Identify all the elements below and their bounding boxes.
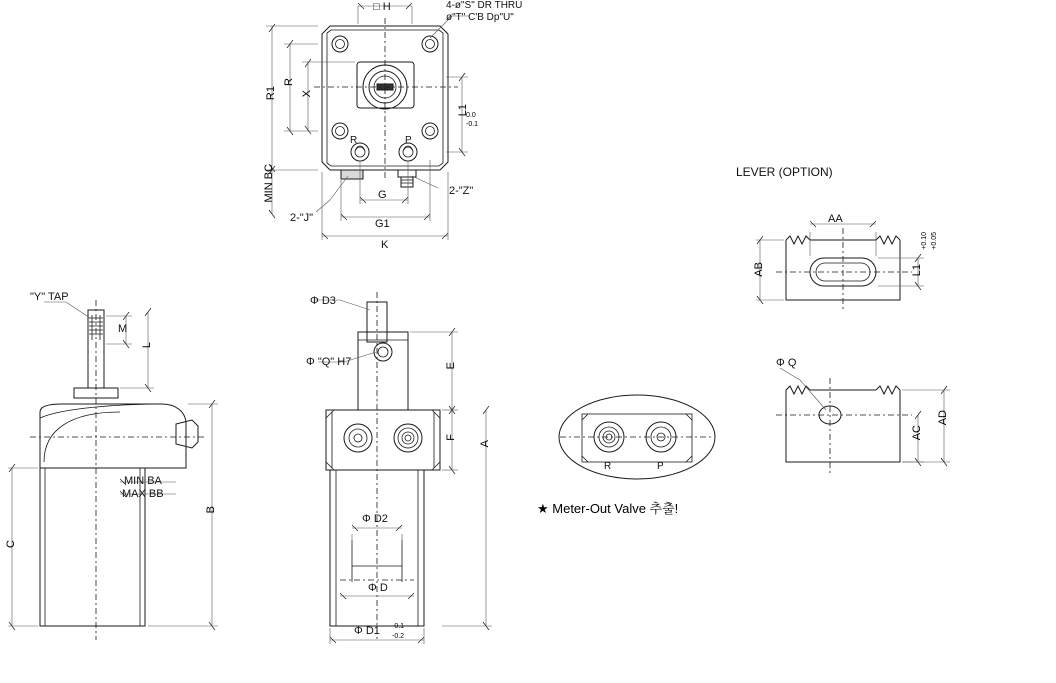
label-b: B [205, 506, 217, 514]
label-l1-lever-tol-upper: +0.10 [921, 232, 928, 250]
label-min-ba: MIN BA [124, 475, 162, 487]
lever-option-heading: LEVER (OPTION) [736, 165, 833, 179]
label-thru-note-2: ø"T" C'B Dp"U" [446, 12, 514, 23]
label-l1-lever-tol-lower: +0.05 [931, 232, 938, 250]
label-d1-tol-lower: -0.2 [392, 633, 405, 640]
label-l1-tol-upper: 0.0 [466, 112, 476, 119]
label-ac: AC [911, 425, 923, 441]
label-a: A [479, 440, 491, 448]
label-ab: AB [753, 262, 765, 277]
label-port-p-top: P [405, 135, 412, 146]
label-min-bc: MIN BC [263, 164, 275, 203]
label-max-bb: MAX BB [122, 488, 164, 500]
label-g: G [378, 189, 387, 201]
meter-out-note: ★ Meter-Out Valve 추출! [537, 501, 679, 516]
label-port-r-top: R [350, 135, 358, 146]
label-port-p-detail: P [657, 461, 664, 472]
label-phi-d: Φ D [368, 582, 388, 594]
label-f: F [445, 434, 457, 441]
label-l1-tol-lower: -0.1 [466, 121, 479, 128]
label-thru-note-1: 4-ø"S" DR THRU [446, 0, 523, 11]
label-port-r-detail: R [604, 461, 612, 472]
label-x: X [301, 90, 313, 98]
label-m: M [118, 323, 128, 335]
label-k: K [381, 239, 389, 251]
label-aa: AA [828, 213, 843, 225]
label-l: L [141, 342, 153, 349]
label-l1-lever: L1 [911, 264, 923, 277]
label-phi-d1: Φ D1 [354, 625, 380, 637]
label-phi-d2: Φ D2 [362, 513, 388, 525]
label-ad: AD [937, 410, 949, 426]
label-d1-tol-upper: -0.1 [392, 623, 405, 630]
label-two-z: 2-"Z" [449, 185, 474, 197]
label-e: E [445, 362, 457, 370]
label-two-j: 2-"J" [290, 212, 314, 224]
label-phi-q-h7: Φ "Q" H7 [306, 356, 352, 368]
label-r: R [283, 78, 295, 86]
label-c: C [5, 540, 17, 548]
label-phi-q-lever: Φ Q [776, 357, 797, 369]
label-l1-top: L1 [457, 104, 469, 117]
label-phi-d3: Φ D3 [310, 295, 336, 307]
label-r1: R1 [265, 86, 277, 101]
label-square-h: □ H [373, 1, 391, 13]
label-y-tap: "Y" TAP [30, 291, 69, 303]
label-g1: G1 [375, 218, 390, 230]
